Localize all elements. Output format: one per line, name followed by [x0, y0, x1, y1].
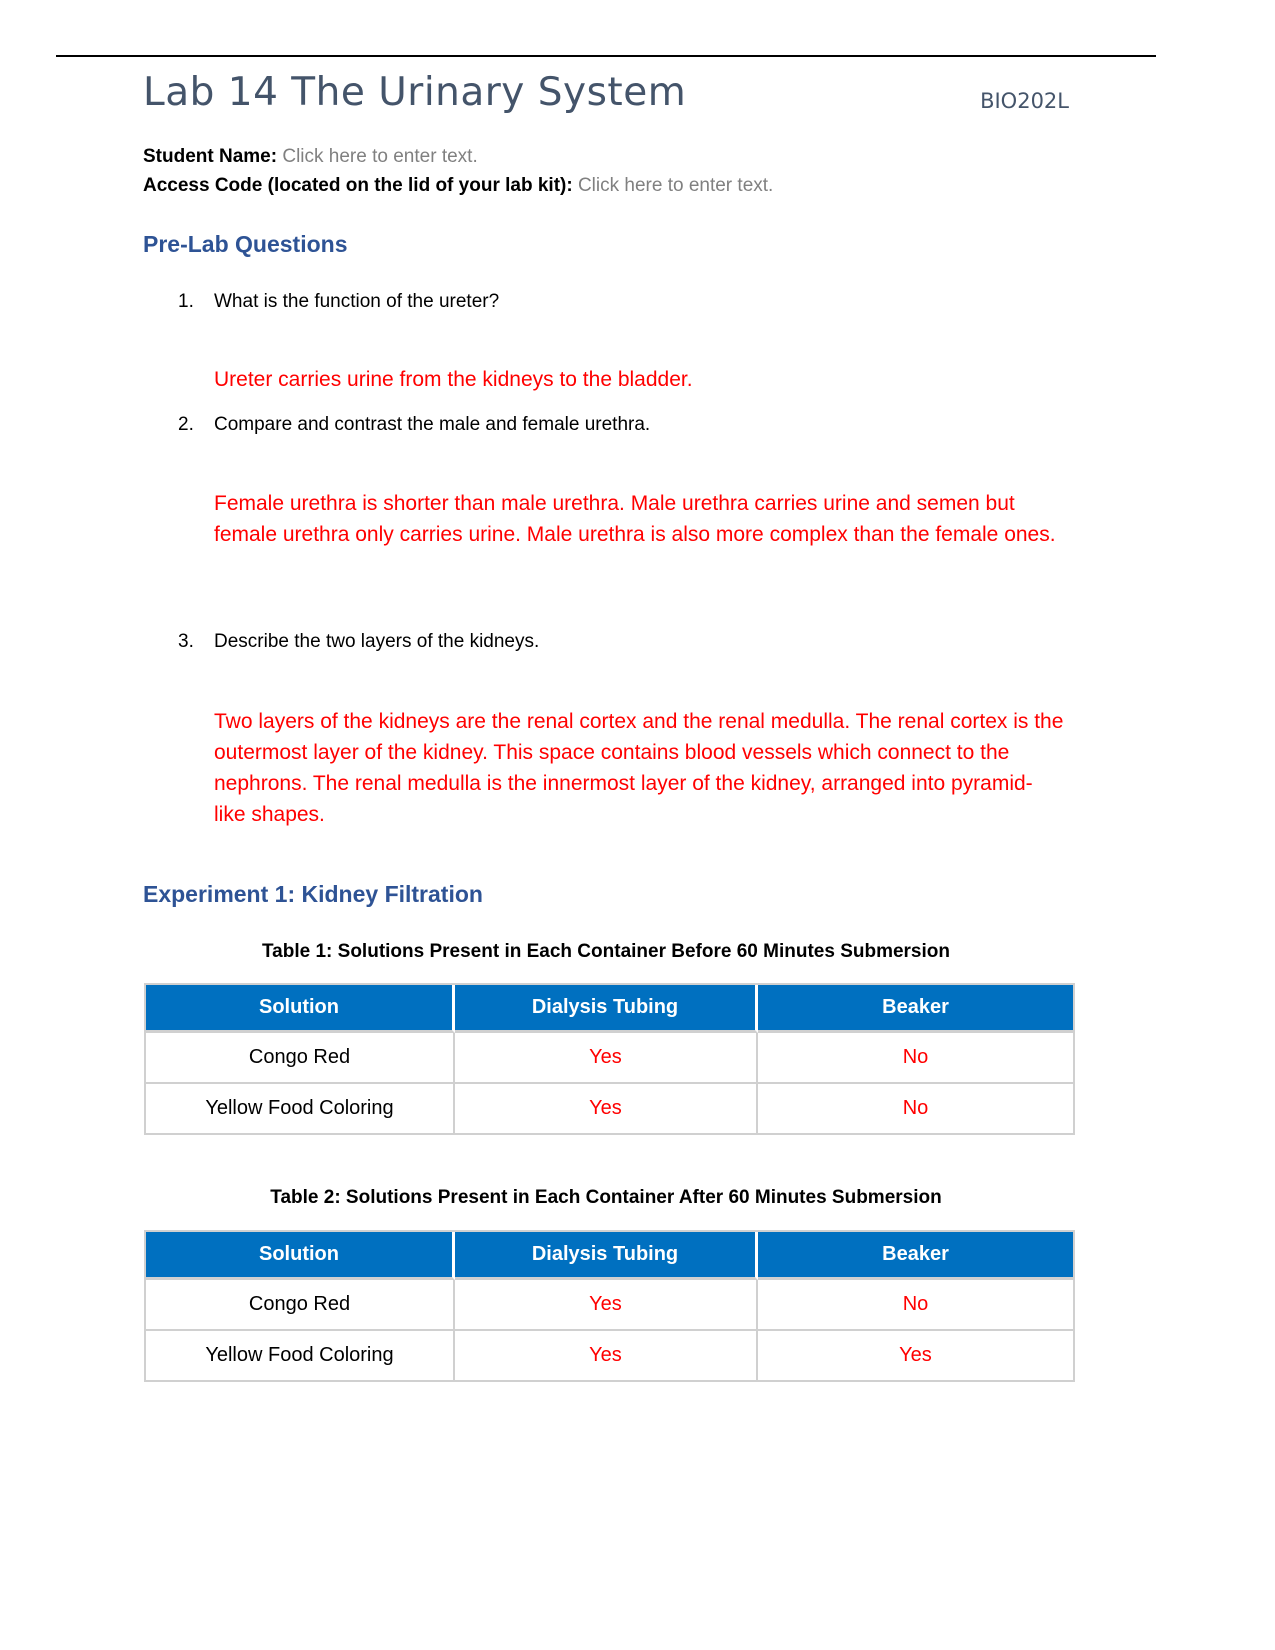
column-header-dialysis-tubing: Dialysis Tubing	[455, 1232, 758, 1280]
question-number: 3.	[178, 631, 194, 652]
question-2	[178, 414, 650, 436]
beaker-cell: Yes	[899, 1344, 932, 1366]
column-header-solution: Solution	[146, 1232, 455, 1280]
answer-1: Ureter carries urine from the kidneys to the bladder.	[214, 368, 693, 391]
table-header-row	[146, 985, 1073, 1033]
column-header-solution: Solution	[146, 985, 455, 1033]
dialysis-tubing-cell: Yes	[455, 1331, 758, 1380]
experiment1-heading: Experiment 1: Kidney Filtration	[143, 881, 483, 907]
question-number: 2.	[178, 414, 194, 435]
answer-2: Female urethra is shorter than male urethra. Male urethra carries urine and semen but female urethra only carries urine. Male urethra is also more complex than the female ones.	[214, 492, 1056, 546]
access-code-label: Access Code (located on the lid of your lab kit):	[143, 175, 573, 196]
question-3	[178, 631, 539, 653]
question-text: Compare and contrast the male and female urethra.	[214, 414, 651, 435]
student-name-field	[143, 146, 478, 168]
solution-cell: Congo Red	[146, 1033, 455, 1084]
solution-cell: Yellow Food Coloring	[146, 1331, 455, 1380]
student-name-input[interactable]: Click here to enter text.	[282, 146, 478, 167]
column-header-dialysis-tubing: Dialysis Tubing	[455, 985, 758, 1033]
beaker-cell: No	[758, 1280, 1073, 1331]
answer-3: Two layers of the kidneys are the renal cortex and the renal medulla. The renal cortex is the outermost layer of the kidney. This space contains blood vessels which connect to the nephrons. The renal medulla is the innermost layer of the kidney, arranged into pyramid-like shapes.	[214, 710, 1064, 826]
beaker-cell: No	[902, 1097, 929, 1119]
table-1-caption: Table 1: Solutions Present in Each Container Before 60 Minutes Submersion	[261, 941, 950, 962]
beaker-cell: No	[758, 1033, 1073, 1084]
access-code-field	[143, 175, 773, 197]
question-1	[178, 291, 499, 313]
column-header-beaker: Beaker	[758, 1232, 1073, 1280]
table-row	[146, 1084, 1073, 1133]
question-number: 1.	[178, 291, 194, 312]
question-text: What is the function of the ureter?	[214, 291, 500, 312]
table-2-caption: Table 2: Solutions Present in Each Container After 60 Minutes Submersion	[270, 1187, 942, 1208]
prelab-heading: Pre-Lab Questions	[143, 231, 348, 257]
table-row	[146, 1033, 1073, 1084]
solution-cell: Congo Red	[146, 1280, 455, 1331]
table-header-row	[146, 1232, 1073, 1280]
table-2	[144, 1230, 1075, 1382]
column-header-beaker: Beaker	[758, 985, 1073, 1033]
table-row	[146, 1280, 1073, 1331]
dialysis-tubing-cell: Yes	[455, 1033, 758, 1084]
student-name-label: Student Name:	[143, 146, 278, 167]
dialysis-tubing-cell: Yes	[455, 1280, 758, 1331]
top-rule	[56, 55, 1156, 57]
solution-cell: Yellow Food Coloring	[146, 1084, 455, 1133]
course-code: BIO202L	[980, 89, 1069, 113]
document-title: Lab 14 The Urinary System	[143, 70, 687, 115]
table-1	[144, 983, 1075, 1135]
question-text: Describe the two layers of the kidneys.	[214, 631, 540, 652]
dialysis-tubing-cell: Yes	[455, 1084, 758, 1133]
table-row	[146, 1331, 1073, 1380]
access-code-input[interactable]: Click here to enter text.	[577, 175, 774, 196]
